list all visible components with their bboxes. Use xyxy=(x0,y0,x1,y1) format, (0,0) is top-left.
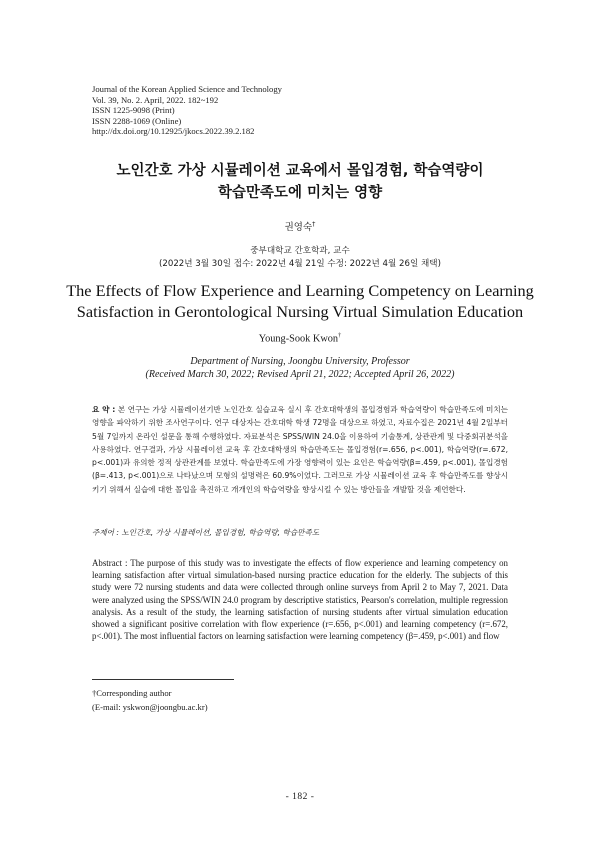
footnote xyxy=(92,686,208,714)
footnote-email: (E-mail: yskwon@joongbu.ac.kr) xyxy=(92,702,208,712)
korean-abstract-label: 요 약 : xyxy=(92,405,116,414)
korean-author-name: 권영숙 xyxy=(284,222,313,233)
journal-volume: Vol. 39, No. 2. April, 2022. 182~192 xyxy=(92,94,219,105)
journal-issn-print: ISSN 1225-9098 (Print) xyxy=(92,105,175,116)
english-author-name: Young-Sook Kwon xyxy=(258,333,339,345)
page-number: - 182 - xyxy=(285,792,315,802)
korean-title-line1: 노인간호 가상 시뮬레이션 교육에서 몰입경험, 학습역량이 xyxy=(116,163,484,179)
korean-abstract-text: 본 연구는 가상 시뮬레이션기반 노인간호 실습교육 실시 후 간호대학생의 몰입경험과 학습역량이 학습만족도에 미치는 영향을 파악하기 위한 조사연구이다. 연구 대상자는 간호대학 학생 72명을 대상으로 하였고, 자료수집은 2021년 4월 2일부터 5월 7일까지 온라인 설문을 통해 수행하였다. 자료분석은 SPSS/WIN 24.0을 이용하여 기술통계, 상관관계 및 다중회귀분석을 사용하였다. 연구결과, 가상 시뮬레이션 교육 후 간호대학생의 학습만족도는 몰입경험(r=.656, p<.001), 학습역량(r=.672, p<.001)과 유의한 정적 상관관계를 보였다. 학습만족도에 가장 영향력이 있는 요인은 학습역량(β=.459, p<.001), 몰입경험(β=.413, p<.001)으로 나타났으며 모형의 설명력은 60.9%이었다. 그러므로 가상 시뮬레이션 교육 후 학습만족도를 향상시키기 위해서 실습에 대한 몰입을 촉진하고 개개인의 학습역량을 향상시킬 수 있는 방안들을 개발할 것을 제언한다. xyxy=(92,405,508,494)
korean-title-line2: 학습만족도에 미치는 영향 xyxy=(217,185,383,201)
korean-author xyxy=(0,219,600,233)
journal-issn-online: ISSN 2288-1069 (Online) xyxy=(92,115,182,126)
korean-abstract xyxy=(92,403,508,496)
english-abstract-text: The purpose of this study was to investigate the effects of flow experience and learning competency on learning satisfaction after virtual simulation-based nursing practice education for the elderly. The subjects of this study were 72 nursing students and data were collected through online surveys from April 2 to May 7, 2021. Data were analyzed using the SPSS/WIN 24.0 program by descriptive statistics, Pearson's correlation, multiple regression analysis. As a result of the study, the learning satisfaction of nursing students after virtual simulation education showed a significant positive correlation with flow experience (r=.656, p<.001) and learning competency (r=.672, p<.001). The most influential factors on learning satisfaction were learning competency (β=.459, p<.001) and flow xyxy=(92,558,508,642)
english-author xyxy=(0,332,600,344)
corresponding-mark: † xyxy=(312,219,316,228)
english-affiliation: Department of Nursing, Joongbu University, Professor xyxy=(190,356,410,367)
english-abstract xyxy=(92,557,508,642)
korean-keywords: 주제어 : 노인간호, 가상 시뮬레이션, 몰입경험, 학습역량, 학습만족도 xyxy=(92,528,320,537)
journal-doi: http://dx.doi.org/10.12925/jkocs.2022.39.2.182 xyxy=(92,126,255,137)
english-title xyxy=(40,280,560,322)
journal-info xyxy=(92,84,282,137)
korean-dates: (2022년 3월 30일 접수: 2022년 4월 21일 수정: 2022년 4월 26일 채택) xyxy=(159,259,441,269)
journal-name: Journal of the Korean Applied Science and Technology xyxy=(92,84,282,94)
corresponding-mark: † xyxy=(338,332,342,339)
footnote-corresponding: †Corresponding author xyxy=(92,688,172,698)
footnote-divider xyxy=(92,679,234,680)
english-title-line2: Satisfaction in Gerontological Nursing Virtual Simulation Education xyxy=(76,302,524,321)
english-dates: (Received March 30, 2022; Revised April 21, 2022; Accepted April 26, 2022) xyxy=(145,368,455,380)
english-title-line1: The Effects of Flow Experience and Learning Competency on Learning xyxy=(66,281,534,300)
english-affiliation-block xyxy=(0,356,600,381)
korean-affiliation-block xyxy=(0,245,600,271)
english-abstract-label: Abstract : xyxy=(92,558,128,568)
korean-title xyxy=(60,160,540,204)
korean-affiliation: 중부대학교 간호학과, 교수 xyxy=(250,246,350,256)
